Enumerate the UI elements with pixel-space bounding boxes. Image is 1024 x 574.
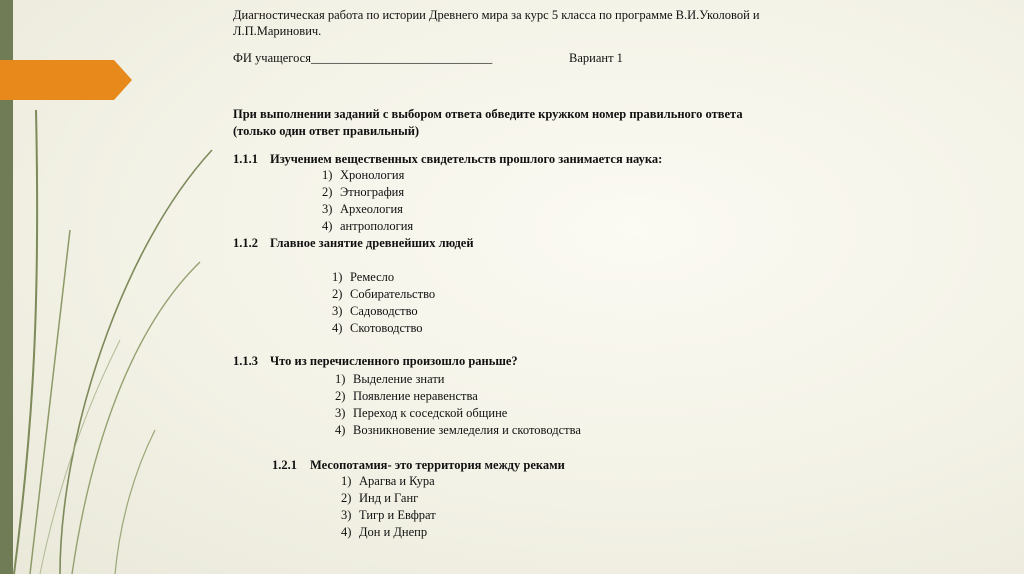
option-text: Собирательство bbox=[350, 287, 436, 301]
instruction-line1: При выполнении заданий с выбором ответа обведите кружком номер правильного ответа bbox=[233, 107, 743, 121]
option-number: 2) bbox=[322, 185, 333, 199]
option-text: Ремесло bbox=[350, 270, 395, 284]
option-number: 3) bbox=[322, 202, 333, 216]
option-number: 4) bbox=[341, 525, 352, 539]
question-text: Изучением вещественных свидетельств прошлого занимается наука: bbox=[270, 152, 663, 166]
option-number: 1) bbox=[322, 168, 333, 182]
option-text: Дон и Днепр bbox=[359, 525, 428, 539]
option-text: Хронология bbox=[340, 168, 405, 182]
option-number: 4) bbox=[335, 423, 346, 437]
option-number: 3) bbox=[332, 304, 343, 318]
option-text: Арагва и Кура bbox=[359, 474, 435, 488]
doc-title-line1: Диагностическая работа по истории Древнего мира за курс 5 класса по программе В.И.Уколовой и bbox=[233, 8, 760, 22]
option-number: 1) bbox=[332, 270, 343, 284]
question-number: 1.1.1 bbox=[233, 152, 258, 166]
option-text: Переход к соседской общине bbox=[353, 406, 508, 420]
option-text: Возникновение земледелия и скотоводства bbox=[353, 423, 581, 437]
instruction-line2: (только один ответ правильный) bbox=[233, 124, 420, 138]
option-number: 1) bbox=[335, 372, 346, 386]
question-text: Месопотамия- это территория между реками bbox=[310, 458, 565, 472]
option-number: 4) bbox=[332, 321, 343, 335]
option-number: 2) bbox=[332, 287, 343, 301]
option-number: 2) bbox=[341, 491, 352, 505]
variant-label: Вариант 1 bbox=[569, 51, 623, 65]
option-text: Скотоводство bbox=[350, 321, 423, 335]
option-text: Археология bbox=[340, 202, 403, 216]
option-number: 2) bbox=[335, 389, 346, 403]
option-text: антропология bbox=[340, 219, 414, 233]
option-number: 3) bbox=[335, 406, 346, 420]
question-text: Что из перечисленного произошло раньше? bbox=[270, 354, 518, 368]
option-text: Садоводство bbox=[350, 304, 418, 318]
option-text: Инд и Ганг bbox=[359, 491, 419, 505]
question-text: Главное занятие древнейших людей bbox=[270, 236, 474, 250]
question-number: 1.1.2 bbox=[233, 236, 258, 250]
option-text: Этнография bbox=[340, 185, 405, 199]
option-text: Появление неравенства bbox=[353, 389, 478, 403]
question-number: 1.1.3 bbox=[233, 354, 258, 368]
student-name-label: ФИ учащегося_____________________________ bbox=[233, 51, 493, 65]
question-number: 1.2.1 bbox=[272, 458, 297, 472]
option-text: Тигр и Евфрат bbox=[359, 508, 436, 522]
option-text: Выделение знати bbox=[353, 372, 445, 386]
option-number: 4) bbox=[322, 219, 333, 233]
option-number: 1) bbox=[341, 474, 352, 488]
option-number: 3) bbox=[341, 508, 352, 522]
doc-title-line2: Л.П.Маринович. bbox=[233, 24, 322, 38]
